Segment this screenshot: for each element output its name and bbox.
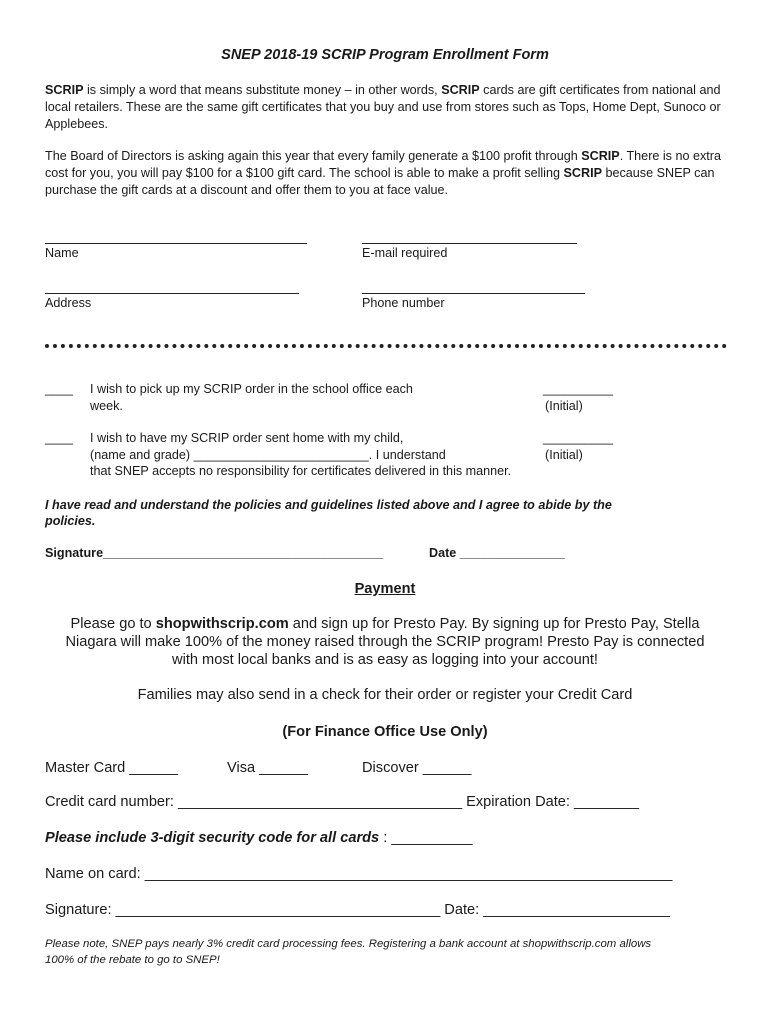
sendhome-option-line-2: (name and grade) _________________________. I understand bbox=[90, 448, 446, 462]
intro-p1-text-1: is simply a word that means substitute money – in other words, bbox=[83, 83, 442, 97]
payment-paragraph-line-3: with most local banks and is as easy as logging into your account! bbox=[172, 652, 598, 668]
form-title: SNEP 2018-19 SCRIP Program Enrollment Form bbox=[221, 47, 549, 63]
email-field[interactable] bbox=[362, 243, 577, 244]
scrip-term: SCRIP bbox=[563, 166, 602, 180]
intro-paragraph-2 bbox=[45, 148, 735, 199]
section-divider bbox=[45, 344, 727, 348]
pickup-option-line-1: I wish to pick up my SCRIP order in the school office each bbox=[90, 382, 413, 396]
security-code-field[interactable] bbox=[45, 830, 472, 846]
name-label: Name bbox=[45, 246, 79, 260]
pickup-initial-label: (Initial) bbox=[545, 399, 583, 413]
visa-field[interactable]: Visa ______ bbox=[227, 760, 308, 776]
mastercard-field[interactable]: Master Card ______ bbox=[45, 760, 179, 776]
agreement-line-2: policies. bbox=[45, 514, 96, 528]
security-code-label: Please include 3-digit security code for all cards bbox=[45, 830, 380, 846]
payment-paragraph-2: Families may also send in a check for their order or register your Credit Card bbox=[137, 687, 633, 703]
email-label: E-mail required bbox=[362, 246, 448, 260]
intro-p1-text-2: cards are gift certificates from national and local retailers. These are the same gift certificates that you buy and use from stores such as Tops, Home Dept, Sunoco or Applebees. bbox=[45, 83, 721, 131]
sendhome-option-line-1: I wish to have my SCRIP order sent home with my child, bbox=[90, 431, 404, 445]
payment-heading-text: Payment bbox=[354, 581, 416, 597]
address-label: Address bbox=[45, 296, 92, 310]
footnote-line-1: Please note, SNEP pays nearly 3% credit card processing fees. Registering a bank account at shopwithscrip.com allows bbox=[45, 938, 652, 950]
agreement-signature-field[interactable]: Signature________________________________________ bbox=[45, 546, 384, 560]
payment-p1-text-2: and sign up for Presto Pay. By signing up for Presto Pay, Stella bbox=[288, 616, 700, 632]
security-code-blank: : __________ bbox=[379, 830, 473, 846]
sendhome-option-blank[interactable]: ____ bbox=[45, 431, 74, 445]
pickup-option-blank[interactable]: ____ bbox=[45, 382, 74, 396]
payment-signature-field[interactable]: Signature: ________________________________________ Date: _______________________ bbox=[45, 902, 670, 918]
payment-heading bbox=[0, 581, 770, 597]
scrip-term: SCRIP bbox=[45, 83, 84, 97]
payment-paragraph-line-1 bbox=[0, 616, 770, 632]
name-on-card-field[interactable]: Name on card: _________________________________________________________________ bbox=[45, 866, 673, 882]
footnote bbox=[45, 936, 735, 968]
phone-label: Phone number bbox=[362, 296, 445, 310]
intro-p2-text-1: The Board of Directors is asking again this year that every family generate a $100 profit through bbox=[45, 149, 582, 163]
scrip-term: SCRIP bbox=[441, 83, 480, 97]
pickup-initial-field[interactable]: __________ bbox=[543, 382, 614, 396]
finance-office-heading: (For Finance Office Use Only) bbox=[282, 724, 488, 740]
agreement-date-field[interactable]: Date _______________ bbox=[429, 546, 565, 560]
payment-p1-text-1: Please go to bbox=[70, 616, 156, 632]
pickup-option-line-2: week. bbox=[90, 399, 123, 413]
agreement-line-1: I have read and understand the policies and guidelines listed above and I agree to abide by the bbox=[45, 498, 612, 512]
intro-paragraph-1 bbox=[45, 82, 735, 133]
address-field[interactable] bbox=[45, 293, 299, 294]
footnote-line-2: 100% of the rebate to go to SNEP! bbox=[45, 954, 220, 966]
sendhome-initial-label: (Initial) bbox=[545, 448, 583, 462]
scrip-term: SCRIP bbox=[581, 149, 620, 163]
phone-field[interactable] bbox=[362, 293, 585, 294]
sendhome-option-line-3: that SNEP accepts no responsibility for certificates delivered in this manner. bbox=[90, 464, 512, 478]
name-field[interactable] bbox=[45, 243, 307, 244]
shopwithscrip-link[interactable]: shopwithscrip.com bbox=[155, 616, 289, 632]
discover-field[interactable]: Discover ______ bbox=[362, 760, 472, 776]
payment-paragraph-line-2: Niagara will make 100% of the money raised through the SCRIP program! Presto Pay is connected bbox=[65, 634, 705, 650]
intro-p2-text-2: . There is no extra cost for you, you will pay $100 for a $100 gift card. The school is able to make a profit selling bbox=[45, 149, 721, 180]
credit-card-number-field[interactable]: Credit card number: ___________________________________ Expiration Date: ________ bbox=[45, 794, 639, 810]
sendhome-initial-field[interactable]: __________ bbox=[543, 431, 614, 445]
intro-p2-text-3: because SNEP can purchase the gift cards at a discount and offer them to you at face value. bbox=[45, 166, 715, 197]
